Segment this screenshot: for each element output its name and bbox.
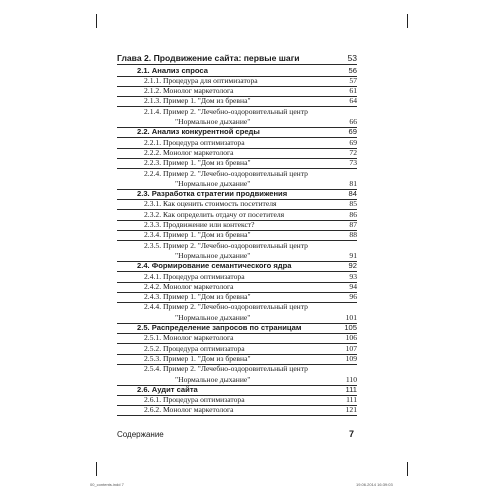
toc-entry-title: 2.1.2. Монолог маркетолога [144, 86, 234, 96]
toc-chapter-row[interactable] [117, 53, 357, 65]
toc-entry-page: 121 [345, 405, 357, 415]
toc-entry-title: 2.2.2. Монолог маркетолога [144, 147, 234, 157]
toc-entry-title: 2.5.3. Пример 1. "Дом из бревна" [144, 353, 251, 363]
toc-entry-title: 2.5.1. Монолог маркетолога [144, 333, 234, 343]
toc-entry-page: 105 [344, 323, 357, 333]
toc-entry-row[interactable] [117, 168, 357, 178]
toc-entry-page: 88 [349, 230, 357, 240]
toc-entry-page: 81 [349, 178, 357, 188]
crop-mark [407, 14, 408, 28]
toc-entry-title: 2.4.2. Монолог маркетолога [144, 281, 234, 291]
toc-entry-title: 2.6.2. Монолог маркетолога [144, 405, 234, 415]
toc-entry-row[interactable] [117, 302, 357, 312]
toc-entry-title: 2.2.1. Процедура оптимизатора [144, 137, 245, 147]
toc-entry-title: Глава 2. Продвижение сайта: первые шаги [117, 53, 300, 64]
slug-filename: 00_contents.indd 7 [90, 482, 124, 487]
toc-entry-title: 2.2. Анализ конкурентной среды [137, 127, 260, 137]
toc-entry-title: 2.6.1. Процедура оптимизатора [144, 395, 245, 405]
toc-entry-page: 101 [345, 312, 357, 322]
toc-entry-title: 2.4. Формирование семантического ядра [137, 261, 292, 271]
toc-entry-page: 73 [349, 158, 357, 168]
toc-entry-page: 61 [349, 86, 357, 96]
toc-entry-page: 72 [349, 147, 357, 157]
toc-entry-title: 2.3.2. Как определить отдачу от посетителя [144, 209, 285, 219]
toc-entry-title: 2.1.3. Пример 1. "Дом из бревна" [144, 96, 251, 106]
toc-entry-row[interactable] [117, 405, 357, 416]
toc-entry-page: 106 [345, 333, 357, 343]
toc-entry-page: 56 [348, 65, 357, 75]
toc-entry-page: 85 [349, 199, 357, 209]
toc-entry-title: 2.1.4. Пример 2. "Лечебно-оздоровительный центр [144, 106, 308, 116]
toc-entry-title: "Нормальное дыхание" [175, 312, 251, 322]
toc-entry-title: 2.1.1. Процедура для оптимизатора [144, 75, 258, 85]
toc-entry-page: 57 [349, 75, 357, 85]
crop-mark [96, 14, 97, 28]
toc-entry-page: 69 [349, 137, 357, 147]
crop-mark [96, 462, 97, 476]
toc-entry-title: 2.5.2. Процедура оптимизатора [144, 343, 245, 353]
toc-entry-title: 2.3.5. Пример 2. "Лечебно-оздоровительный центр [144, 240, 308, 250]
toc-entry-row[interactable] [117, 240, 357, 250]
toc-entry-page: 91 [349, 250, 357, 260]
toc-entry-title: 2.3. Разработка стратегии продвижения [137, 189, 288, 199]
toc-entry-title: "Нормальное дыхание" [175, 374, 251, 384]
toc-entry-page: 53 [347, 53, 357, 64]
toc-entry-page: 66 [349, 117, 357, 127]
toc-entry-page: 92 [348, 261, 357, 271]
slug-timestamp: 19.06.2014 16:39:03 [356, 482, 393, 487]
toc-entry-page: 110 [345, 374, 357, 384]
toc-entry-title: 2.3.3. Продвижение или контекст? [144, 220, 255, 230]
toc-entry-title: "Нормальное дыхание" [175, 117, 251, 127]
toc-entry-page: 69 [348, 127, 357, 137]
toc-entry-title: 2.1. Анализ спроса [137, 65, 208, 75]
toc-entry-title: 2.3.4. Пример 1. "Дом из бревна" [144, 230, 251, 240]
toc-entry-title: 2.2.3. Пример 1. "Дом из бревна" [144, 158, 251, 168]
toc-entry-row[interactable] [117, 364, 357, 374]
toc-entry-page: 96 [349, 292, 357, 302]
toc-entry-page: 107 [345, 343, 357, 353]
toc-entry-title: 2.4.4. Пример 2. "Лечебно-оздоровительный центр [144, 302, 308, 312]
toc-entry-page: 111 [345, 384, 357, 394]
toc-entry-title: 2.2.4. Пример 2. "Лечебно-оздоровительный центр [144, 168, 308, 178]
toc-entry-page: 109 [345, 353, 357, 363]
toc-entry-title: 2.5.4. Пример 2. "Лечебно-оздоровительный центр [144, 364, 308, 374]
toc-entry-page: 64 [349, 96, 357, 106]
toc-entry-page: 111 [346, 395, 357, 405]
toc-entry-page: 94 [349, 281, 357, 291]
toc-entry-row[interactable] [117, 107, 357, 117]
toc-entry-page: 84 [348, 189, 357, 199]
footer-page-number: 7 [349, 429, 355, 439]
toc-entry-title: 2.5. Распределение запросов по страницам [137, 323, 302, 333]
toc-entry-page: 86 [349, 209, 357, 219]
toc-entry-title: 2.4.1. Процедура оптимизатора [144, 271, 245, 281]
toc-entry-page: 93 [349, 271, 357, 281]
toc-entry-page: 87 [349, 220, 357, 230]
toc-entry-title: 2.4.3. Пример 1. "Дом из бревна" [144, 292, 251, 302]
toc-entry-title: "Нормальное дыхание" [175, 250, 251, 260]
toc-entry-title: "Нормальное дыхание" [175, 178, 251, 188]
crop-mark [407, 462, 408, 476]
toc-entry-title: 2.3.1. Как оценить стоимость посетителя [144, 199, 277, 209]
footer-section-title: Содержание [117, 430, 164, 439]
toc-entry-title: 2.6. Аудит сайта [137, 384, 198, 394]
